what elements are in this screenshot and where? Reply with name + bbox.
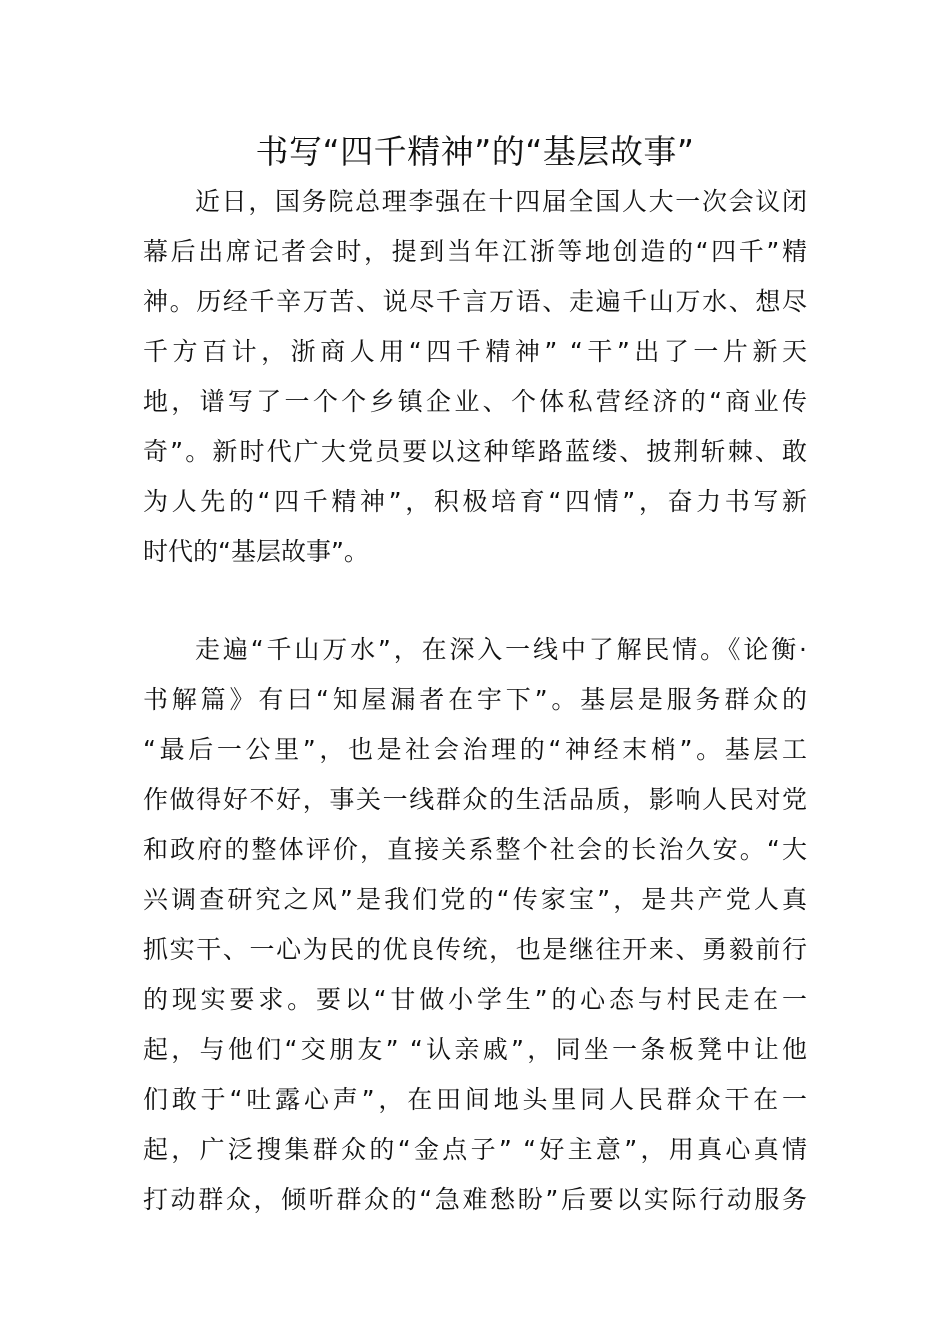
text-line: 的现实要求。要以“甘做小学生”的心态与村民走在一 (143, 985, 807, 1014)
text-line: 起，与他们“交朋友” “认亲戚”，同坐一条板凳中让他 (143, 1035, 807, 1064)
text-line: “最后一公里”，也是社会治理的“神经末梢”。基层工 (143, 735, 807, 764)
document-title: 书写“四千精神”的“基层故事” (255, 132, 695, 171)
text-line: 近日，国务院总理李强在十四届全国人大一次会议闭 (195, 187, 807, 216)
paragraph-section-one (143, 625, 807, 1225)
text-line: 们敢于“吐露心声”，在田间地头里同人民群众干在一 (143, 1085, 807, 1114)
text-line: 作做得好不好，事关一线群众的生活品质，影响人民对党 (143, 785, 807, 814)
text-line: 打动群众，倾听群众的“急难愁盼”后要以实际行动服务 (143, 1185, 807, 1214)
text-line: 时代的“基层故事”。 (143, 537, 369, 566)
text-line: 神。历经千辛万苦、说尽千言万语、走遍千山万水、想尽 (143, 287, 807, 316)
text-line: 走遍“千山万水”，在深入一线中了解民情。《论衡· (195, 635, 807, 664)
text-line: 千方百计，浙商人用“四千精神” “干”出了一片新天 (143, 337, 807, 366)
paragraph-intro (143, 177, 807, 577)
text-line: 奇”。新时代广大党员要以这种筚路蓝缕、披荆斩棘、敢 (143, 437, 807, 466)
text-line: 抓实干、一心为民的优良传统，也是继往开来、勇毅前行 (143, 935, 807, 964)
text-line: 幕后出席记者会时，提到当年江浙等地创造的“四千”精 (143, 237, 807, 266)
text-line: 起，广泛搜集群众的“金点子” “好主意”，用真心真情 (143, 1135, 807, 1164)
text-line: 和政府的整体评价，直接关系整个社会的长治久安。“大 (143, 835, 807, 864)
text-line: 地，谱写了一个个乡镇企业、个体私营经济的“商业传 (143, 387, 807, 416)
text-line: 书解篇》有曰“知屋漏者在宇下”。基层是服务群众的 (143, 685, 807, 714)
text-line: 为人先的“四千精神”，积极培育“四情”，奋力书写新 (143, 487, 807, 516)
text-line: 兴调查研究之风”是我们党的“传家宝”，是共产党人真 (143, 885, 807, 914)
